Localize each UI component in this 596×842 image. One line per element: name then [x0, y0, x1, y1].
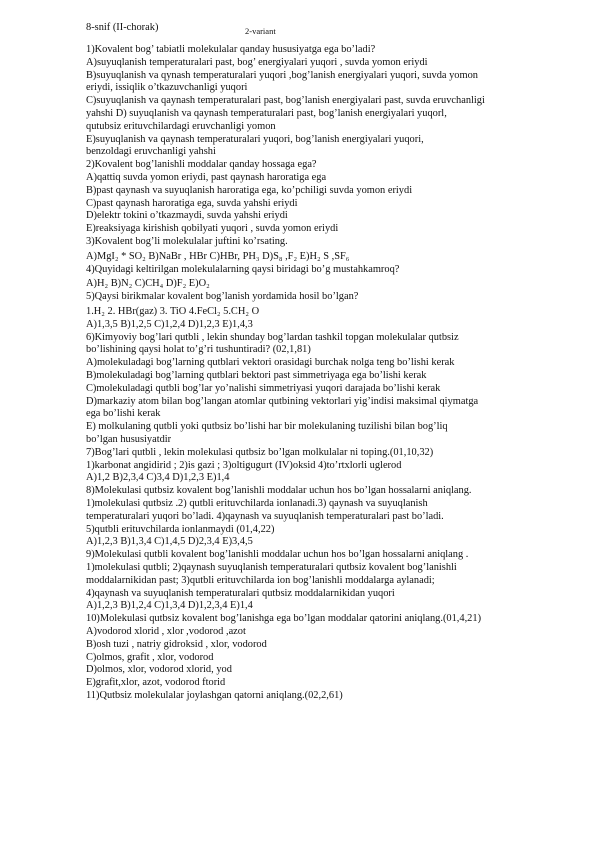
- text-line: 10)Molekulasi qutbsiz kovalent bog’lanishga ega bo’lgan moddalar qatorini aniqlang.(01,4,21): [86, 613, 482, 625]
- page-title: 8-snif (II-chorak): [86, 22, 159, 33]
- text-line: E)reaksiyaga kirishish qobilyati yuqori , suvda yomon eriydi: [86, 223, 339, 235]
- text-line: C)olmos, grafit , xlor, vodorod: [86, 651, 214, 663]
- text-line: temperaturalari yuqori bo’ladi. 4)qaynash va suyuqlanish temperaturalari past bo’ladi.: [86, 510, 444, 522]
- text-line: E) molkulaning qutbli yoki qutbsiz bo’lishi har bir molekulaning tuzilishi bilan bog’liq: [86, 421, 448, 433]
- text-line: qutubsiz erituvchilardagi eruvchanligi yomon: [86, 120, 276, 132]
- text-line: yahshi D) suyuqlanish va qaynash temperaturalari past, bog’lanish energiyalari yuqorl,: [86, 108, 447, 119]
- text-line: E)grafit,xlor, azot, vodorod ftorid: [86, 677, 226, 689]
- text-line: benzoldagi eruvchanligi yahshi: [86, 146, 216, 158]
- text-line: 8)Molekulasi qutbsiz kovalent bog’lanishli moddalar uchun hos bo’lgan hossalarni aniqlang.: [86, 485, 472, 497]
- text-line: A)H₂ B)N₂ C)CH₄ D)F₂ E)O₂: [86, 278, 210, 290]
- text-line: D)olmos, xlor, vodorod xlorid, yod: [86, 664, 232, 676]
- text-line: C)suyuqlanish va qaynash temperaturalari past, bog’lanish energiyalari past, suvda eruvchanligi: [86, 95, 485, 107]
- text-line: bo’lishining qaysi holat to’g’ri tushuntiradi? (02,1,81): [86, 344, 311, 356]
- text-line: A)vodorod xlorid , xlor ,vodorod ,azot: [86, 626, 246, 637]
- text-line: B)suyuqlanish va qynash temperaturalari yuqori ,bog’lanish energiyalari yuqori, suvda yomon: [86, 69, 478, 81]
- text-line: A)qattiq suvda yomon eriydi, past qaynash haroratiga ega: [86, 172, 327, 183]
- text-line: A)1,2,3 B)1,3,4 C)1,4,5 D)2,3,4 E)3,4,5: [86, 536, 253, 548]
- text-line: 2)Kovalent bog’lanishli moddalar qanday hossaga ega?: [86, 159, 317, 171]
- text-line: C)past qaynash haroratiga ega, suvda yahshi eriydi: [86, 197, 298, 209]
- text-line: C)molekuladagi qutbli bog’lar yo’nalishi simmetriyasi yuqori darajada bo’lishi kerak: [86, 382, 441, 394]
- text-line: B)molekuladagi bog’larning qutblari bektori past simmetriyaga ega bo’lishi kerak: [86, 370, 427, 381]
- text-line: A)1,2 B)2,3,4 C)3,4 D)1,2,3 E)1,4: [86, 472, 230, 484]
- text-line: 5)qutbli erituvchilarda ionlanmaydi (01,4,22): [86, 523, 275, 535]
- text-line: 4)Quyidagi keltirilgan molekulalarning qaysi biridagi bo’g mustahkamroq?: [86, 263, 400, 275]
- text-line: D)markaziy atom bilan bog’langan atomlar qutbining vektorlari yig’indisi maksimal qiymatga: [86, 395, 479, 407]
- text-line: 3)Kovalent bog’li molekulalar juftini ko’rsating.: [86, 236, 288, 247]
- text-line: A)suyuqlanish temperaturalari past, bog’ energiyalari yuqori , suvda yomon eriydi: [86, 56, 428, 68]
- text-line: 1)molekulasi qutbli; 2)qaynash suyuqlanish temperaturalari qutbsiz kovalent bog’lanishli: [86, 562, 457, 573]
- text-line: A)1,2,3 B)1,2,4 C)1,3,4 D)1,2,3,4 E)1,4: [86, 600, 253, 612]
- text-line: 1)karbonat angidirid ; 2)is gazi ; 3)oltigugurt (IV)oksid 4)to’rtxlorli uglerod: [86, 459, 402, 471]
- text-line: A)1,3,5 B)1,2,5 C)1,2,4 D)1,2,3 E)1,4,3: [86, 318, 253, 330]
- text-line: 7)Bog’lari qutbli , lekin molekulasi qutbsiz bo’lgan molkulalar ni toping.(01,10,32): [86, 446, 434, 458]
- text-line: moddalarnikidan past; 3)qutbli erituvchilarda ion bog’lanishli moddalarga aylanadi;: [86, 574, 435, 586]
- text-line: 1.H₂ 2. HBr(gaz) 3. TiO 4.FeCl₂ 5.CH₂ O: [86, 306, 260, 317]
- variant-label: 2-variant: [245, 26, 276, 36]
- text-line: 6)Kimyoviy bog’lari qutbli , lekin shunday bog’lardan tashkil topgan molekulalar qutbsiz: [86, 331, 459, 343]
- text-line: 5)Qaysi birikmalar kovalent bog’lanish yordamida hosil bo’lgan?: [86, 291, 359, 303]
- text-line: 11)Qutbsiz molekulalar joylashgan qatorni aniqlang.(02,2,61): [86, 690, 343, 701]
- text-line: A)molekuladagi bog’larning qutblari vektori orasidagi burchak nolga teng bo’lishi kerak: [86, 357, 455, 369]
- text-line: 1)molekulasi qutbsiz .2) qutbli erituvchilarda ionlanadi.3) qaynash va suyuqlanish: [86, 498, 428, 509]
- text-line: B)past qaynash va suyuqlanish haroratiga ega, ko’pchiligi suvda yomon eriydi: [86, 184, 413, 196]
- text-line: 9)Molekulasi qutbli kovalent bog’lanishli moddalar uchun hos bo’lgan hossalarni aniqlang .: [86, 549, 469, 561]
- text-line: 1)Kovalent bog’ tabiatli molekulalar qanday hususiyatga ega bo’ladi?: [86, 44, 376, 55]
- text-line: eriydi, issiqlik o’tkazuvchanligi yuqori: [86, 82, 248, 94]
- text-line: D)elektr tokini o’tkazmaydi, suvda yahshi eriydi: [86, 210, 288, 222]
- text-line: 4)qaynash va suyuqlanish temperaturalari qutbsiz moddalarnikidan yuqori: [86, 587, 395, 599]
- text-line: E)suyuqlanish va qaynash temperaturalari yuqori, bog’lanish energiyalari yuqori,: [86, 133, 424, 145]
- text-line: bo’lgan hususiyatdir: [86, 434, 172, 445]
- text-line: B)osh tuzi , natriy gidroksid , xlor, vodorod: [86, 638, 267, 650]
- text-line: A)MgI₂ * SO₂ B)NaBr , HBr C)HBr, PH₃ D)S₈ ,F₂ E)H₂ S ,SF₆: [86, 250, 350, 262]
- text-line: ega bo’lishi kerak: [86, 408, 161, 420]
